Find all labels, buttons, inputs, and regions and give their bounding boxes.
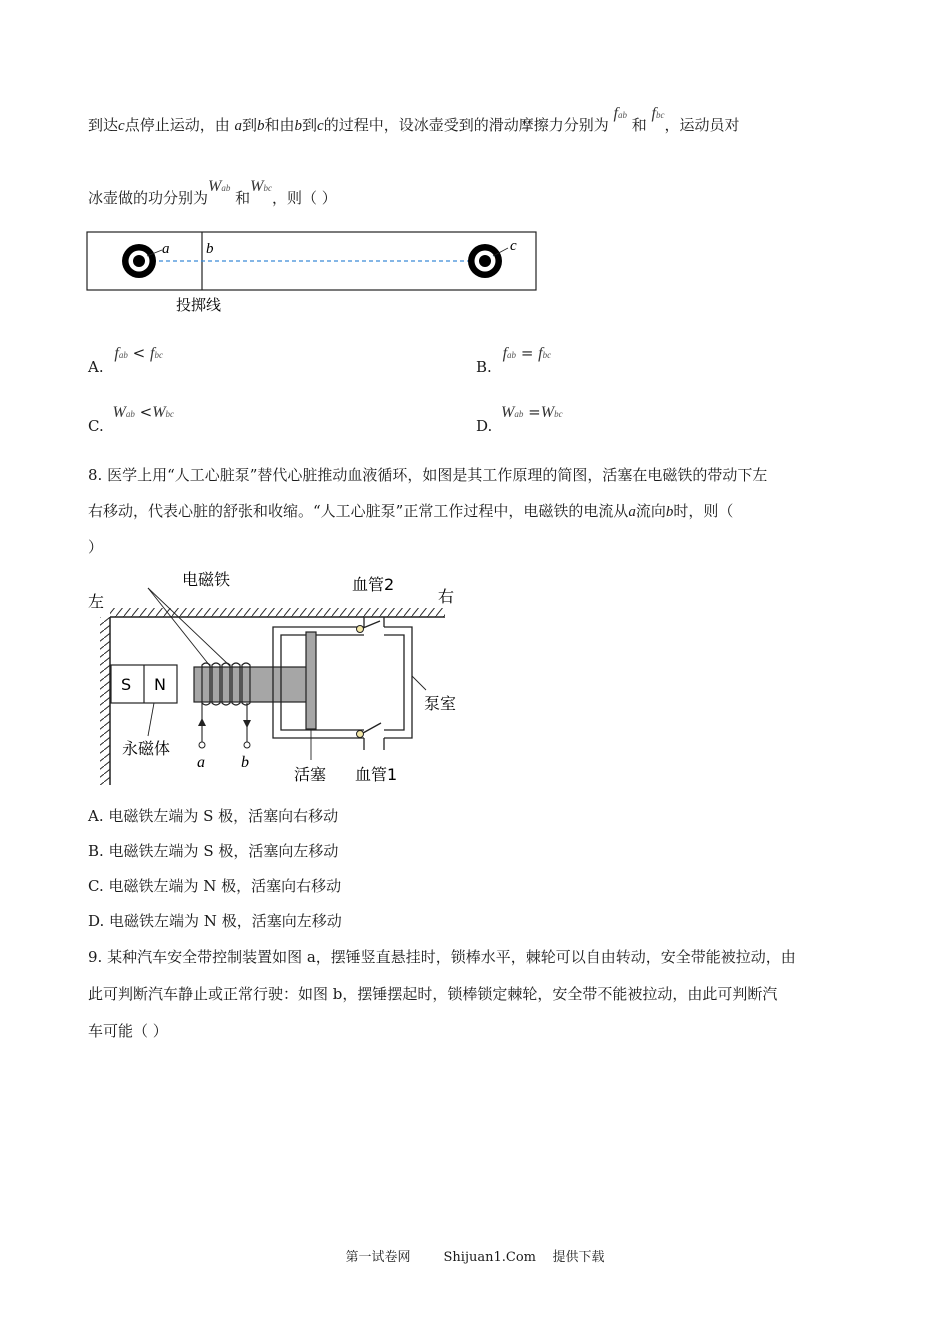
w-bc-math: Wbc xyxy=(250,178,272,195)
top-wall-hatch xyxy=(110,608,445,617)
q7-stem-line2: 冰壶做的功分别为Wab 和Wbc，则（ ） xyxy=(88,178,337,207)
pole-s: S xyxy=(121,675,132,694)
label-b: b xyxy=(206,241,214,257)
q9-stem-line3: 车可能（ ） xyxy=(88,1022,168,1040)
heart-pump-figure xyxy=(84,566,474,790)
left-wall-hatch xyxy=(100,617,110,785)
piston xyxy=(306,632,316,729)
label-c: c xyxy=(510,238,517,254)
label-vessel-1: 血管1 xyxy=(355,765,398,784)
curling-stone-a xyxy=(122,244,156,278)
throw-line-label: 投掷线 xyxy=(176,296,222,314)
w-ab-math: Wab xyxy=(208,178,231,195)
f-ab-math: fab xyxy=(613,105,627,122)
q8-option-b[interactable]: B. 电磁铁左端为 S 极，活塞向左移动 xyxy=(88,842,339,860)
q8-stem-line2: 右移动，代表心脏的舒张和收缩。“人工心脏泵”正常工作过程中，电磁铁的电流从a流向b时，则（ xyxy=(88,502,734,520)
terminal-a: a xyxy=(197,754,205,771)
label-pump-chamber: 泵室 xyxy=(424,694,457,713)
page-footer: 第一试卷网 Shijuan1.Com 提供下载 xyxy=(345,1250,605,1265)
q7-option-a[interactable]: A. fab < fbc xyxy=(88,344,163,376)
q8-option-d[interactable]: D. 电磁铁左端为 N 极，活塞向左移动 xyxy=(88,912,342,930)
q7-option-b[interactable]: B. fab = fbc xyxy=(476,344,552,376)
q9-stem-line1: 9. 某种汽车安全带控制装置如图 a，摆锤竖直悬挂时，锁棒水平，棘轮可以自由转动，安全带能被拉动，由 xyxy=(88,948,796,966)
q7-option-d[interactable]: D. Wab =Wbc xyxy=(476,403,563,435)
q8-stem-line3: ） xyxy=(88,538,104,556)
q7-stem-line1: 到达c点停止运动，由 a到b和由b到c的过程中，设冰壶受到的滑动摩擦力分别为 fab 和 fbc，运动员对 xyxy=(88,105,740,134)
q7-option-c[interactable]: C. Wab <Wbc xyxy=(88,403,175,435)
label-permanent-magnet: 永磁体 xyxy=(122,739,171,758)
q8-option-c[interactable]: C. 电磁铁左端为 N 极，活塞向右移动 xyxy=(88,877,342,895)
label-a: a xyxy=(162,241,170,257)
label-left: 左 xyxy=(88,592,105,611)
f-bc-math: fbc xyxy=(651,105,665,122)
pole-n: N xyxy=(154,675,166,694)
q9-stem-line2: 此可判断汽车静止或正常行驶：如图 b，摆锤摆起时，锁棒锁定棘轮，安全带不能被拉动，由此可判断汽 xyxy=(88,985,778,1003)
electromagnet xyxy=(194,663,309,705)
q8-stem-line1: 8. 医学上用“人工心脏泵”替代心脏推动血液循环，如图是其工作原理的简图，活塞在电磁铁的带动下左 xyxy=(88,466,768,484)
label-piston: 活塞 xyxy=(294,765,327,784)
q8-option-a[interactable]: A. 电磁铁左端为 S 极，活塞向右移动 xyxy=(88,807,339,825)
label-right: 右 xyxy=(438,587,455,606)
curling-figure xyxy=(80,226,550,322)
coil-lead-a xyxy=(198,703,206,748)
coil-lead-b xyxy=(243,703,251,748)
label-electromagnet: 电磁铁 xyxy=(182,570,231,589)
label-vessel-2: 血管2 xyxy=(352,575,395,594)
curling-stone-c xyxy=(468,244,502,278)
terminal-b: b xyxy=(241,754,249,771)
permanent-magnet xyxy=(111,665,177,703)
